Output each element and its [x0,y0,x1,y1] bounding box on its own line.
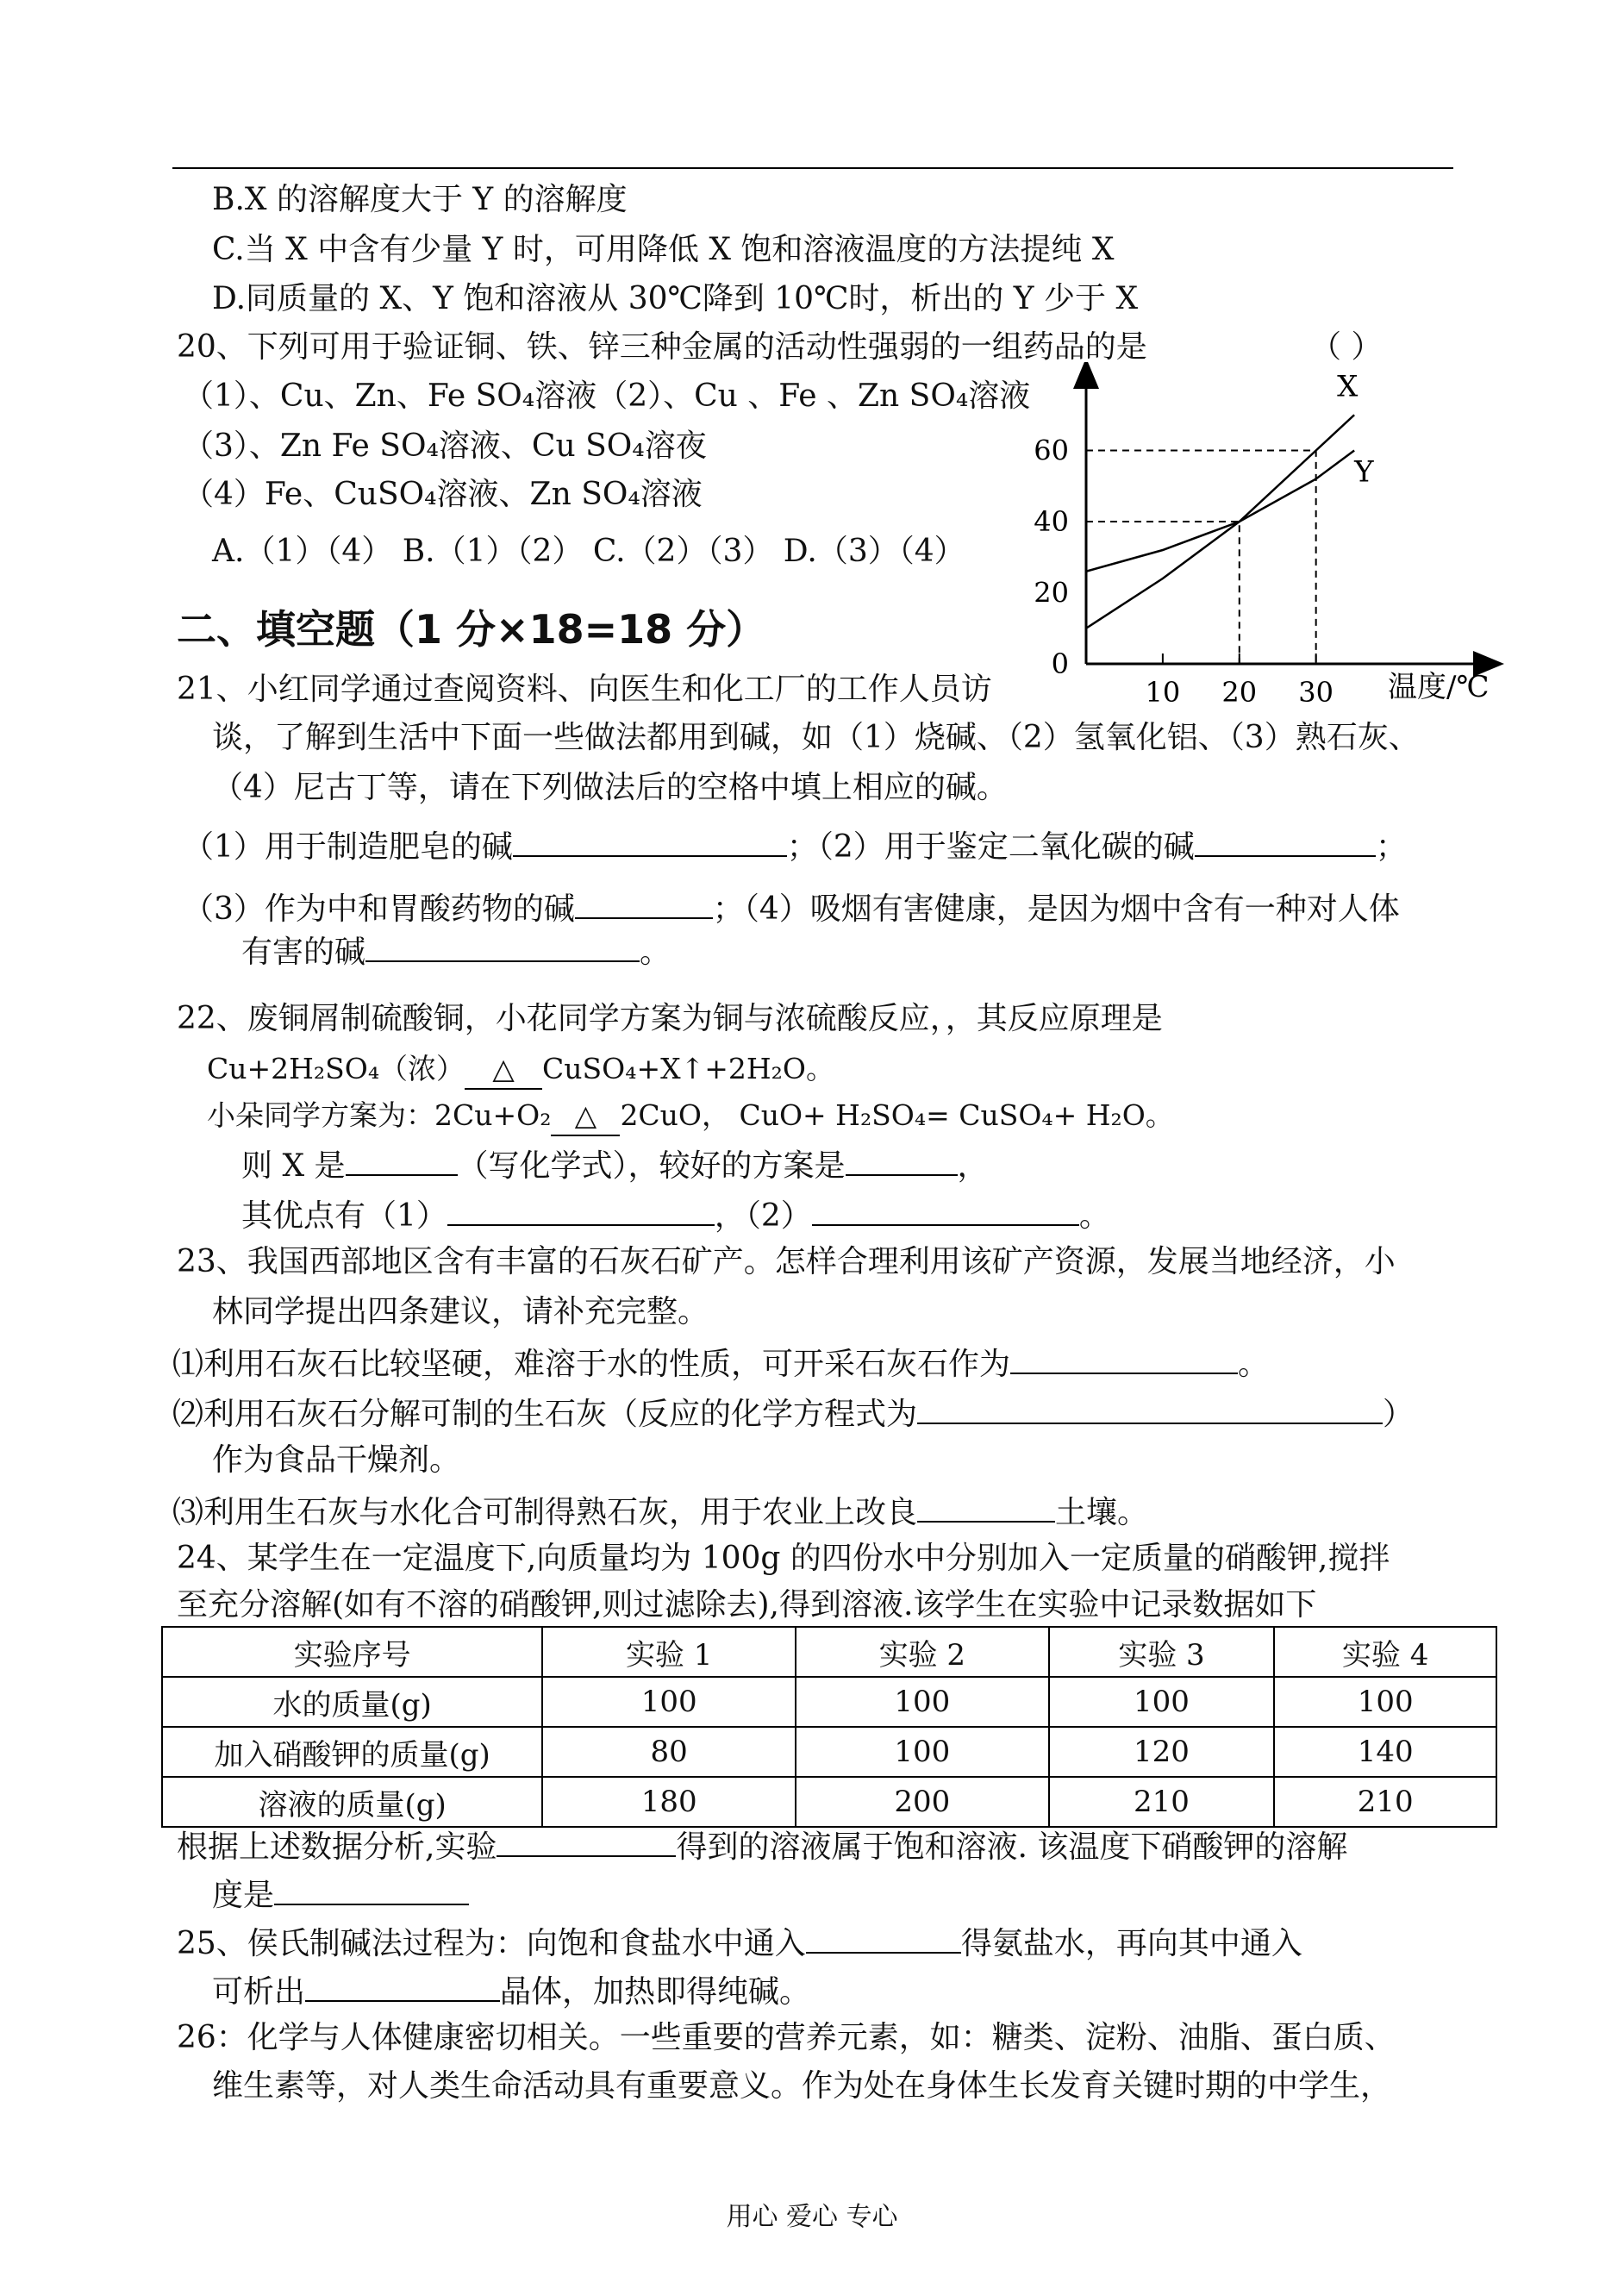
q21-item-1: （1）用于制造肥皂的碱 [183,829,513,865]
chart-series-label: X [1337,369,1359,404]
q22-eq1-right: CuSO₄+X↑+2H₂O。 [542,1052,834,1085]
table-cell: 溶液的质量(g) [162,1777,542,1827]
heat-triangle-icon: △ [465,1050,542,1090]
q25-line-2b: 晶体，加热即得纯碱。 [500,1974,811,2010]
q23-item-1 [172,1343,1269,1384]
q22-x-label: 则 X 是 [241,1148,346,1184]
q22-line-5 [241,1195,1110,1235]
q22-blank-adv-1[interactable] [447,1195,715,1226]
q21-answer-row-3 [241,931,671,972]
table-row [162,1727,1496,1777]
q23-line-2: 林同学提出四条建议，请补充完整。 [212,1294,709,1329]
q21-line-2: 谈，了解到生活中下面一些做法都用到碱，如（1）烧碱、（2）氢氧化铝、（3）熟石灰、 [212,720,1420,755]
q22-line-1: 22、废铜屑制硫酸铜，小花同学方案为铜与浓硫酸反应，，其反应原理是 [177,1001,1163,1036]
q20-stem: 20、下列可用于验证铜、铁、锌三种金属的活动性强弱的一组药品的是 [177,329,1147,365]
q23-blank-3[interactable] [917,1491,1055,1523]
q21-answer-row-1 [183,826,1407,866]
q19-option-d: D.同质量的 X、Y 饱和溶液从 30℃降到 10℃时，析出的 Y 少于 X [212,281,1139,316]
q22-line-4 [241,1145,989,1185]
q23-blank-1[interactable] [1010,1343,1238,1374]
q26-line-1: 26：化学与人体健康密切相关。一些重要的营养元素，如：糖类、淀粉、油脂、蛋白质、 [177,2020,1396,2055]
q20-option-1-2: （1）、Cu、Zn、Fe SO₄溶液（2）、Cu 、Fe 、Zn SO₄溶液 [183,378,1031,414]
q21-item-4-cont: 有害的碱 [241,935,366,970]
table-cell: 210 [1274,1777,1496,1827]
q23-line-1: 23、我国西部地区含有丰富的石灰石矿产。怎样合理利用该矿产资源，发展当地经济，小 [177,1244,1396,1279]
table-cell: 加入硝酸钾的质量(g) [162,1727,542,1777]
q22-line5-end: 。 [1078,1198,1110,1234]
table-cell: 140 [1274,1727,1496,1777]
chart-y-tick-label: 40 [1034,505,1069,538]
q22-blank-x[interactable] [346,1145,458,1176]
q23-item-2-text: ⑵利用石灰石分解可制的生石灰（反应的化学方程式为 [172,1397,918,1432]
q21-answer-row-2 [183,888,1400,929]
q20-option-3: （3）、Zn Fe SO₄溶液、Cu SO₄溶夜 [183,428,707,464]
q23-item-1-text: ⑴利用石灰石比较坚硬，难溶于水的性质，可开采石灰石作为 [172,1347,1011,1382]
q21-item-3: （3）作为中和胃酸药物的碱 [183,891,575,927]
q24-line-1: 24、某学生在一定温度下,向质量均为 100g 的四份水中分别加入一定质量的硝酸钾,搅拌 [177,1541,1390,1576]
chart-y-tick-label: 60 [1034,434,1069,467]
q21-row1-end: ； [1375,829,1407,865]
q22-eq1-left: Cu+2H₂SO₄（浓） [207,1052,465,1085]
q22-advantage-2-label: ，（2） [714,1198,812,1234]
q25-line-1b: 得氨盐水，再向其中通入 [960,1926,1302,1961]
chart-x-tick-label: 30 [1298,676,1334,707]
q19-option-b: B.X 的溶解度大于 Y 的溶解度 [212,182,628,217]
q21-line-3: （4）尼古丁等，请在下列做法后的空格中填上相应的碱。 [212,770,1008,805]
chart-series-line-y [1086,451,1354,572]
q22-blank-plan[interactable] [846,1145,958,1176]
q25-line-1 [177,1923,1302,1963]
table-header-cell: 实验 2 [796,1627,1049,1677]
q22-equation-1 [207,1050,834,1090]
chart-x-tick-label: 20 [1221,676,1258,707]
table-cell: 210 [1049,1777,1275,1827]
table-header-cell: 实验 1 [542,1627,796,1677]
q25-line-1a: 25、侯氏制碱法过程为：向饱和食盐水中通入 [177,1926,806,1961]
q24-after-1a: 根据上述数据分析,实验 [177,1829,497,1865]
page-footer: 用心 爱心 专心 [726,2202,898,2232]
q26-line-2: 维生素等，对人类生命活动具有重要意义。作为处在身体生长发育关键时期的中学生， [212,2068,1392,2104]
table-row [162,1777,1496,1827]
table-cell: 水的质量(g) [162,1677,542,1727]
q24-after-2-text: 度是 [212,1878,275,1913]
table-header-row [162,1627,1496,1677]
q24-blank-experiment[interactable] [497,1826,676,1857]
table-cell: 180 [542,1777,796,1827]
q23-blank-2[interactable] [917,1393,1383,1424]
q25-blank-1[interactable] [806,1923,961,1954]
q22-eq2-right: 2CuO， CuO+ H₂SO₄= CuSO₄+ H₂O。 [620,1098,1174,1132]
chart-series-label: Y [1354,454,1374,490]
q24-line-2: 至充分溶解(如有不溶的硝酸钾,则过滤除去),得到溶液.该学生在实验中记录数据如下 [177,1587,1317,1623]
q21-item-2: ；（2）用于鉴定二氧化碳的碱 [786,829,1195,865]
top-rule [172,167,1453,169]
experiment-table [161,1626,1497,1828]
table-header-cell: 实验序号 [162,1627,542,1677]
table-cell: 80 [542,1727,796,1777]
heat-triangle-icon: △ [551,1097,620,1136]
q19-option-c: C.当 X 中含有少量 Y 时，可用降低 X 饱和溶液温度的方法提纯 X [212,232,1115,267]
table-cell: 100 [542,1677,796,1727]
table-cell: 100 [1274,1677,1496,1727]
q22-line4-end: ， [957,1148,989,1184]
chart-y-tick-label: 0 [1051,647,1069,680]
q21-blank-1[interactable] [513,826,787,857]
q21-blank-3[interactable] [575,888,713,919]
section-heading: 二、填空题（1 分×18=18 分） [177,606,766,653]
q22-advantage-label: 其优点有（1） [241,1198,447,1234]
q21-line-1: 21、小红同学通过查阅资料、向医生和化工厂的工作人员访 [177,672,992,707]
table-row [162,1677,1496,1727]
q22-blank-adv-2[interactable] [812,1195,1079,1226]
q20-option-4: （4）Fe、CuSO₄溶液、Zn SO₄溶液 [183,477,703,512]
chart-xlabel: 温度/℃ [1388,670,1490,704]
q24-blank-solubility[interactable] [274,1874,469,1905]
table-header-cell: 实验 3 [1049,1627,1275,1677]
solubility-chart [1017,362,1517,707]
q23-item-2-end: ） [1383,1397,1415,1432]
q24-after-2 [212,1874,469,1915]
q23-item-1-end: 。 [1238,1347,1270,1382]
q23-item-2 [172,1393,1414,1434]
q24-after-1 [177,1826,1347,1867]
q24-after-1b: 得到的溶液属于饱和溶液. 该温度下硝酸钾的溶解 [676,1829,1348,1865]
q21-blank-2[interactable] [1195,826,1376,857]
q20-answer-paren: （ ） [1310,329,1383,365]
table-cell: 120 [1049,1727,1275,1777]
q21-row3-end: 。 [640,935,671,970]
chart-guide-intersection [1086,522,1240,664]
q22-best-plan-label: （写化学式），较好的方案是 [457,1148,846,1184]
chart-y-tick-label: 20 [1034,576,1069,610]
q21-blank-4[interactable] [365,931,640,962]
q22-equation-2 [207,1097,1174,1136]
table-cell: 100 [796,1727,1049,1777]
q20-choices: A.（1）（4） B.（1）（2） C.（2）（3） D.（3）（4） [212,534,965,569]
chart-x-tick-label: 10 [1145,676,1181,707]
q23-item-3 [172,1491,1148,1532]
q23-item-3-text: ⑶利用生石灰与水化合可制得熟石灰，用于农业上改良 [172,1495,918,1530]
q25-line-2a: 可析出 [212,1974,306,2010]
table-cell: 200 [796,1777,1049,1827]
q23-item-3-end: 土壤。 [1055,1495,1149,1530]
q23-item-2-cont: 作为食品干燥剂。 [212,1442,461,1478]
q21-item-4: ；（4）吸烟有害健康，是因为烟中含有一种对人体 [712,891,1400,927]
table-cell: 100 [1049,1677,1275,1727]
q25-blank-2[interactable] [305,1971,500,2002]
table-cell: 100 [796,1677,1049,1727]
q25-line-2 [212,1971,810,2011]
q22-eq2-left: 小朵同学方案为：2Cu+O₂ [207,1098,552,1132]
table-header-cell: 实验 4 [1274,1627,1496,1677]
